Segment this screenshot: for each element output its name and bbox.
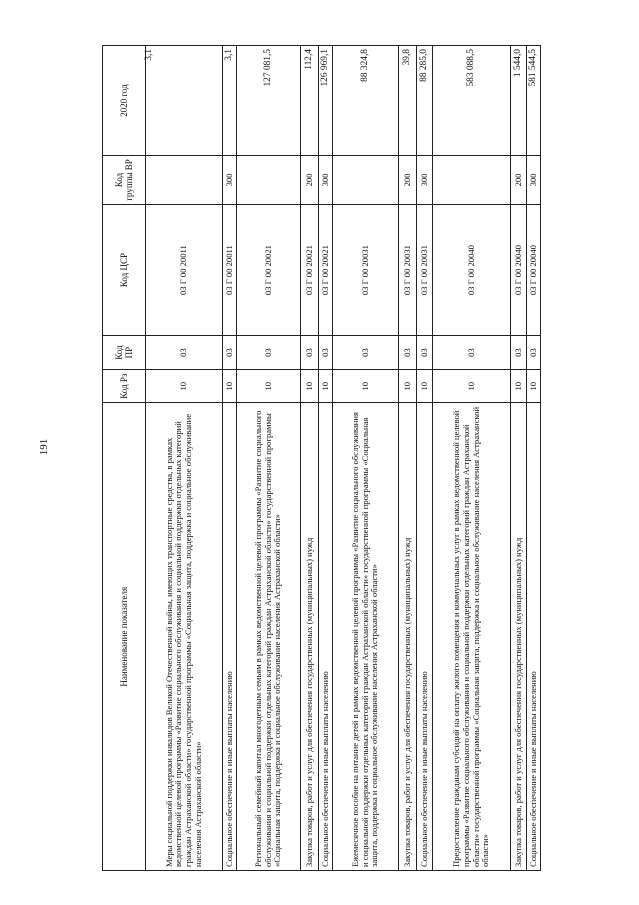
- header-rz: Код Рз: [103, 369, 146, 403]
- row-name: Социальное обеспечение и иные выплаты населению: [527, 403, 541, 871]
- row-name: Закупка товаров, работ и услуг для обеспечения государственных (муниципальных) нужд: [399, 403, 417, 871]
- header-csr: Код ЦСР: [103, 204, 146, 335]
- table-header-row: [103, 46, 146, 871]
- row-rz: 10: [301, 369, 319, 403]
- table-row: [237, 46, 301, 871]
- row-vr: [433, 156, 511, 205]
- table-row: [511, 46, 527, 871]
- row-amount: 3,1: [223, 46, 237, 156]
- row-name: Меры социальной поддержки инвалидов Великой Отечественной войны, имеющих транспортные средства, в рамках ведомственной целевой программы «Развитие социального обслуживания и социальной поддержки отдельных категорий граждан Астраханской области» государственной программы «Социальная защита, поддержка и социальное обслуживание населения Астраханской области»: [146, 403, 223, 871]
- row-amount: 126 969,1: [319, 46, 333, 156]
- row-csr: 03 Г 00 20021: [319, 204, 333, 335]
- table-row: [399, 46, 417, 871]
- table-row: [417, 46, 433, 871]
- table-row: [527, 46, 541, 871]
- row-amount: 127 081,5: [237, 46, 301, 156]
- table-row: [301, 46, 319, 871]
- row-pr: 03: [417, 336, 433, 370]
- row-name: Региональный семейный капитал многодетным семьям в рамках ведомственной целевой программы «Развитие социального обслуживания и социальной поддержки отдельных категорий граждан Астраханской области» государственной программы «Социальная защита, поддержка и социальное обслуживание населения Астраханской области»: [237, 403, 301, 871]
- row-rz: 10: [417, 369, 433, 403]
- row-csr: 03 Г 00 20011: [223, 204, 237, 335]
- header-pr: Код ПР: [103, 336, 146, 370]
- row-rz: 10: [237, 369, 301, 403]
- row-vr: [146, 156, 223, 205]
- row-amount: 112,4: [301, 46, 319, 156]
- row-csr: 03 Г 00 20031: [417, 204, 433, 335]
- row-pr: 03: [511, 336, 527, 370]
- row-name: Социальное обеспечение и иные выплаты населению: [417, 403, 433, 871]
- row-csr: 03 Г 00 20011: [146, 204, 223, 335]
- row-pr: 03: [146, 336, 223, 370]
- row-vr: 300: [527, 156, 541, 205]
- row-vr: 200: [511, 156, 527, 205]
- row-amount: 583 088,5: [433, 46, 511, 156]
- row-rz: 10: [223, 369, 237, 403]
- table-row: [333, 46, 399, 871]
- row-name: Социальное обеспечение и иные выплаты населению: [319, 403, 333, 871]
- row-pr: 03: [223, 336, 237, 370]
- row-vr: 300: [417, 156, 433, 205]
- row-pr: 03: [333, 336, 399, 370]
- budget-table: [102, 45, 541, 871]
- row-csr: 03 Г 00 20040: [433, 204, 511, 335]
- row-name: Закупка товаров, работ и услуг для обеспечения государственных (муниципальных) нужд: [301, 403, 319, 871]
- row-rz: 10: [527, 369, 541, 403]
- row-vr: 200: [399, 156, 417, 205]
- row-rz: 10: [319, 369, 333, 403]
- header-name: Наименование показателя: [103, 403, 146, 871]
- row-amount: 39,8: [399, 46, 417, 156]
- row-pr: 03: [319, 336, 333, 370]
- row-amount: 88 324,8: [333, 46, 399, 156]
- row-name: Предоставление гражданам субсидий на оплату жилого помещения и коммунальных услуг в рамках ведомственной целевой программы «Развитие социального обслуживания и социальной поддержки отдельных категорий граждан Астраханской области» государственной программы «Социальная защита, поддержка и социальное обслуживание населения Астраханской области»: [433, 403, 511, 871]
- row-vr: 300: [223, 156, 237, 205]
- rotated-table-content: [102, 45, 539, 871]
- row-amount-value: 3,1: [144, 49, 154, 61]
- table-row: [223, 46, 237, 871]
- row-vr: 300: [319, 156, 333, 205]
- row-amount: 581 544,5: [527, 46, 541, 156]
- row-rz: 10: [511, 369, 527, 403]
- row-pr: 03: [301, 336, 319, 370]
- row-csr: 03 Г 00 20040: [511, 204, 527, 335]
- row-csr: 03 Г 00 20031: [333, 204, 399, 335]
- row-name: Ежемесячное пособие на питание детей в рамках ведомственной целевой программы «Развитие социального обслуживания и социальной поддержки отдельных категорий граждан Астраханской области» государственной программы «Социальная защита, поддержка и социальное обслуживание населения Астраханской области»: [333, 403, 399, 871]
- row-vr: 200: [301, 156, 319, 205]
- header-year: 2020 год: [103, 46, 146, 156]
- row-csr: 03 Г 00 20021: [301, 204, 319, 335]
- row-pr: 03: [433, 336, 511, 370]
- row-rz: 10: [146, 369, 223, 403]
- row-rz: 10: [433, 369, 511, 403]
- row-amount: 1 544,0: [511, 46, 527, 156]
- row-amount: 88 285,0: [417, 46, 433, 156]
- row-rz: 10: [399, 369, 417, 403]
- header-vr: Код группы ВР: [103, 156, 146, 205]
- page-number: 191: [38, 438, 50, 456]
- row-csr: 03 Г 00 20021: [237, 204, 301, 335]
- row-vr: [237, 156, 301, 205]
- row-pr: 03: [399, 336, 417, 370]
- row-vr: [333, 156, 399, 205]
- row-name: Социальное обеспечение и иные выплаты населению: [223, 403, 237, 871]
- table-row: [146, 46, 223, 871]
- rotated-table-wrapper: [102, 45, 539, 871]
- row-csr: 03 Г 00 20031: [399, 204, 417, 335]
- table-row: [319, 46, 333, 871]
- row-pr: 03: [237, 336, 301, 370]
- row-pr: 03: [527, 336, 541, 370]
- row-csr: 03 Г 00 20040: [527, 204, 541, 335]
- row-amount: [146, 46, 223, 156]
- row-rz: 10: [333, 369, 399, 403]
- row-name: Закупка товаров, работ и услуг для обеспечения государственных (муниципальных) нужд: [511, 403, 527, 871]
- table-row: [433, 46, 511, 871]
